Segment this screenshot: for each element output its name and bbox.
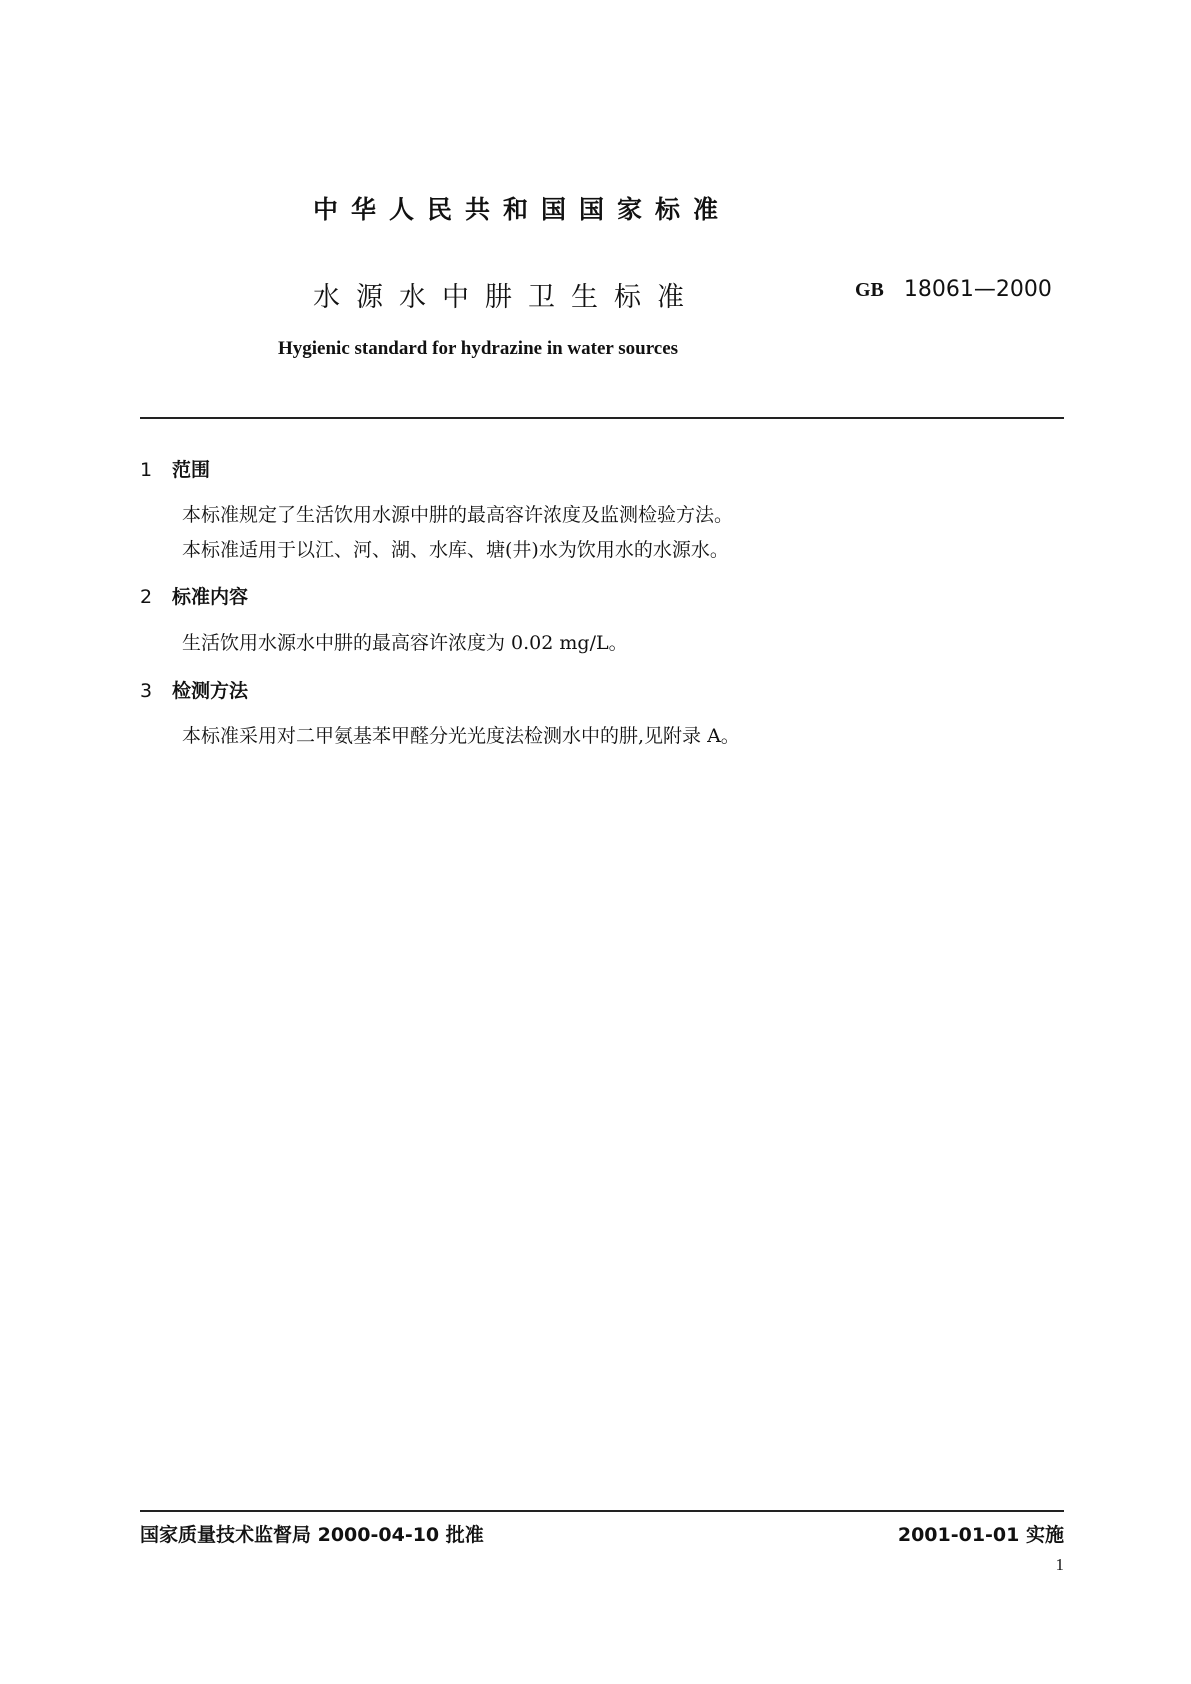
approval-note: 国家质量技术监督局 2000-04-10 批准 [140, 1524, 484, 1546]
national-standard-heading: 中华人民共和国国家标准 [313, 195, 732, 224]
top-divider [140, 417, 1064, 419]
implementation-date: 2001-01-01 实施 [897, 1524, 1064, 1546]
section-1-paragraph-2: 本标准适用于以江、河、湖、水库、塘(井)水为饮用水的水源水。 [182, 539, 729, 561]
section-1-title: 范围 [172, 459, 211, 481]
section-2-number: 2 [140, 586, 153, 608]
bottom-divider [140, 1510, 1064, 1512]
standard-code [855, 277, 1052, 302]
section-2-paragraph-1: 生活饮用水源水中肼的最高容许浓度为 0.02 mg/L。 [182, 632, 628, 654]
document-title-en: Hygienic standard for hydrazine in water sources [278, 338, 679, 359]
page-number: 1 [1055, 1555, 1064, 1574]
section-3-heading [140, 676, 248, 703]
section-1-number: 1 [140, 459, 153, 481]
document-title-cn: 水源水中肼卫生标准 [313, 282, 700, 313]
section-1-paragraph-1: 本标准规定了生活饮用水源中肼的最高容许浓度及监测检验方法。 [182, 504, 734, 526]
section-3-paragraph-1: 本标准采用对二甲氨基苯甲醛分光光度法检测水中的肼,见附录 A。 [182, 725, 740, 747]
section-1-heading [140, 455, 210, 482]
section-2-heading [140, 582, 248, 609]
section-3-number: 3 [140, 680, 153, 702]
section-2-title: 标准内容 [172, 586, 249, 608]
standard-number: 18061—2000 [903, 277, 1052, 302]
section-3-title: 检测方法 [172, 680, 249, 702]
standard-prefix: GB [855, 279, 884, 301]
